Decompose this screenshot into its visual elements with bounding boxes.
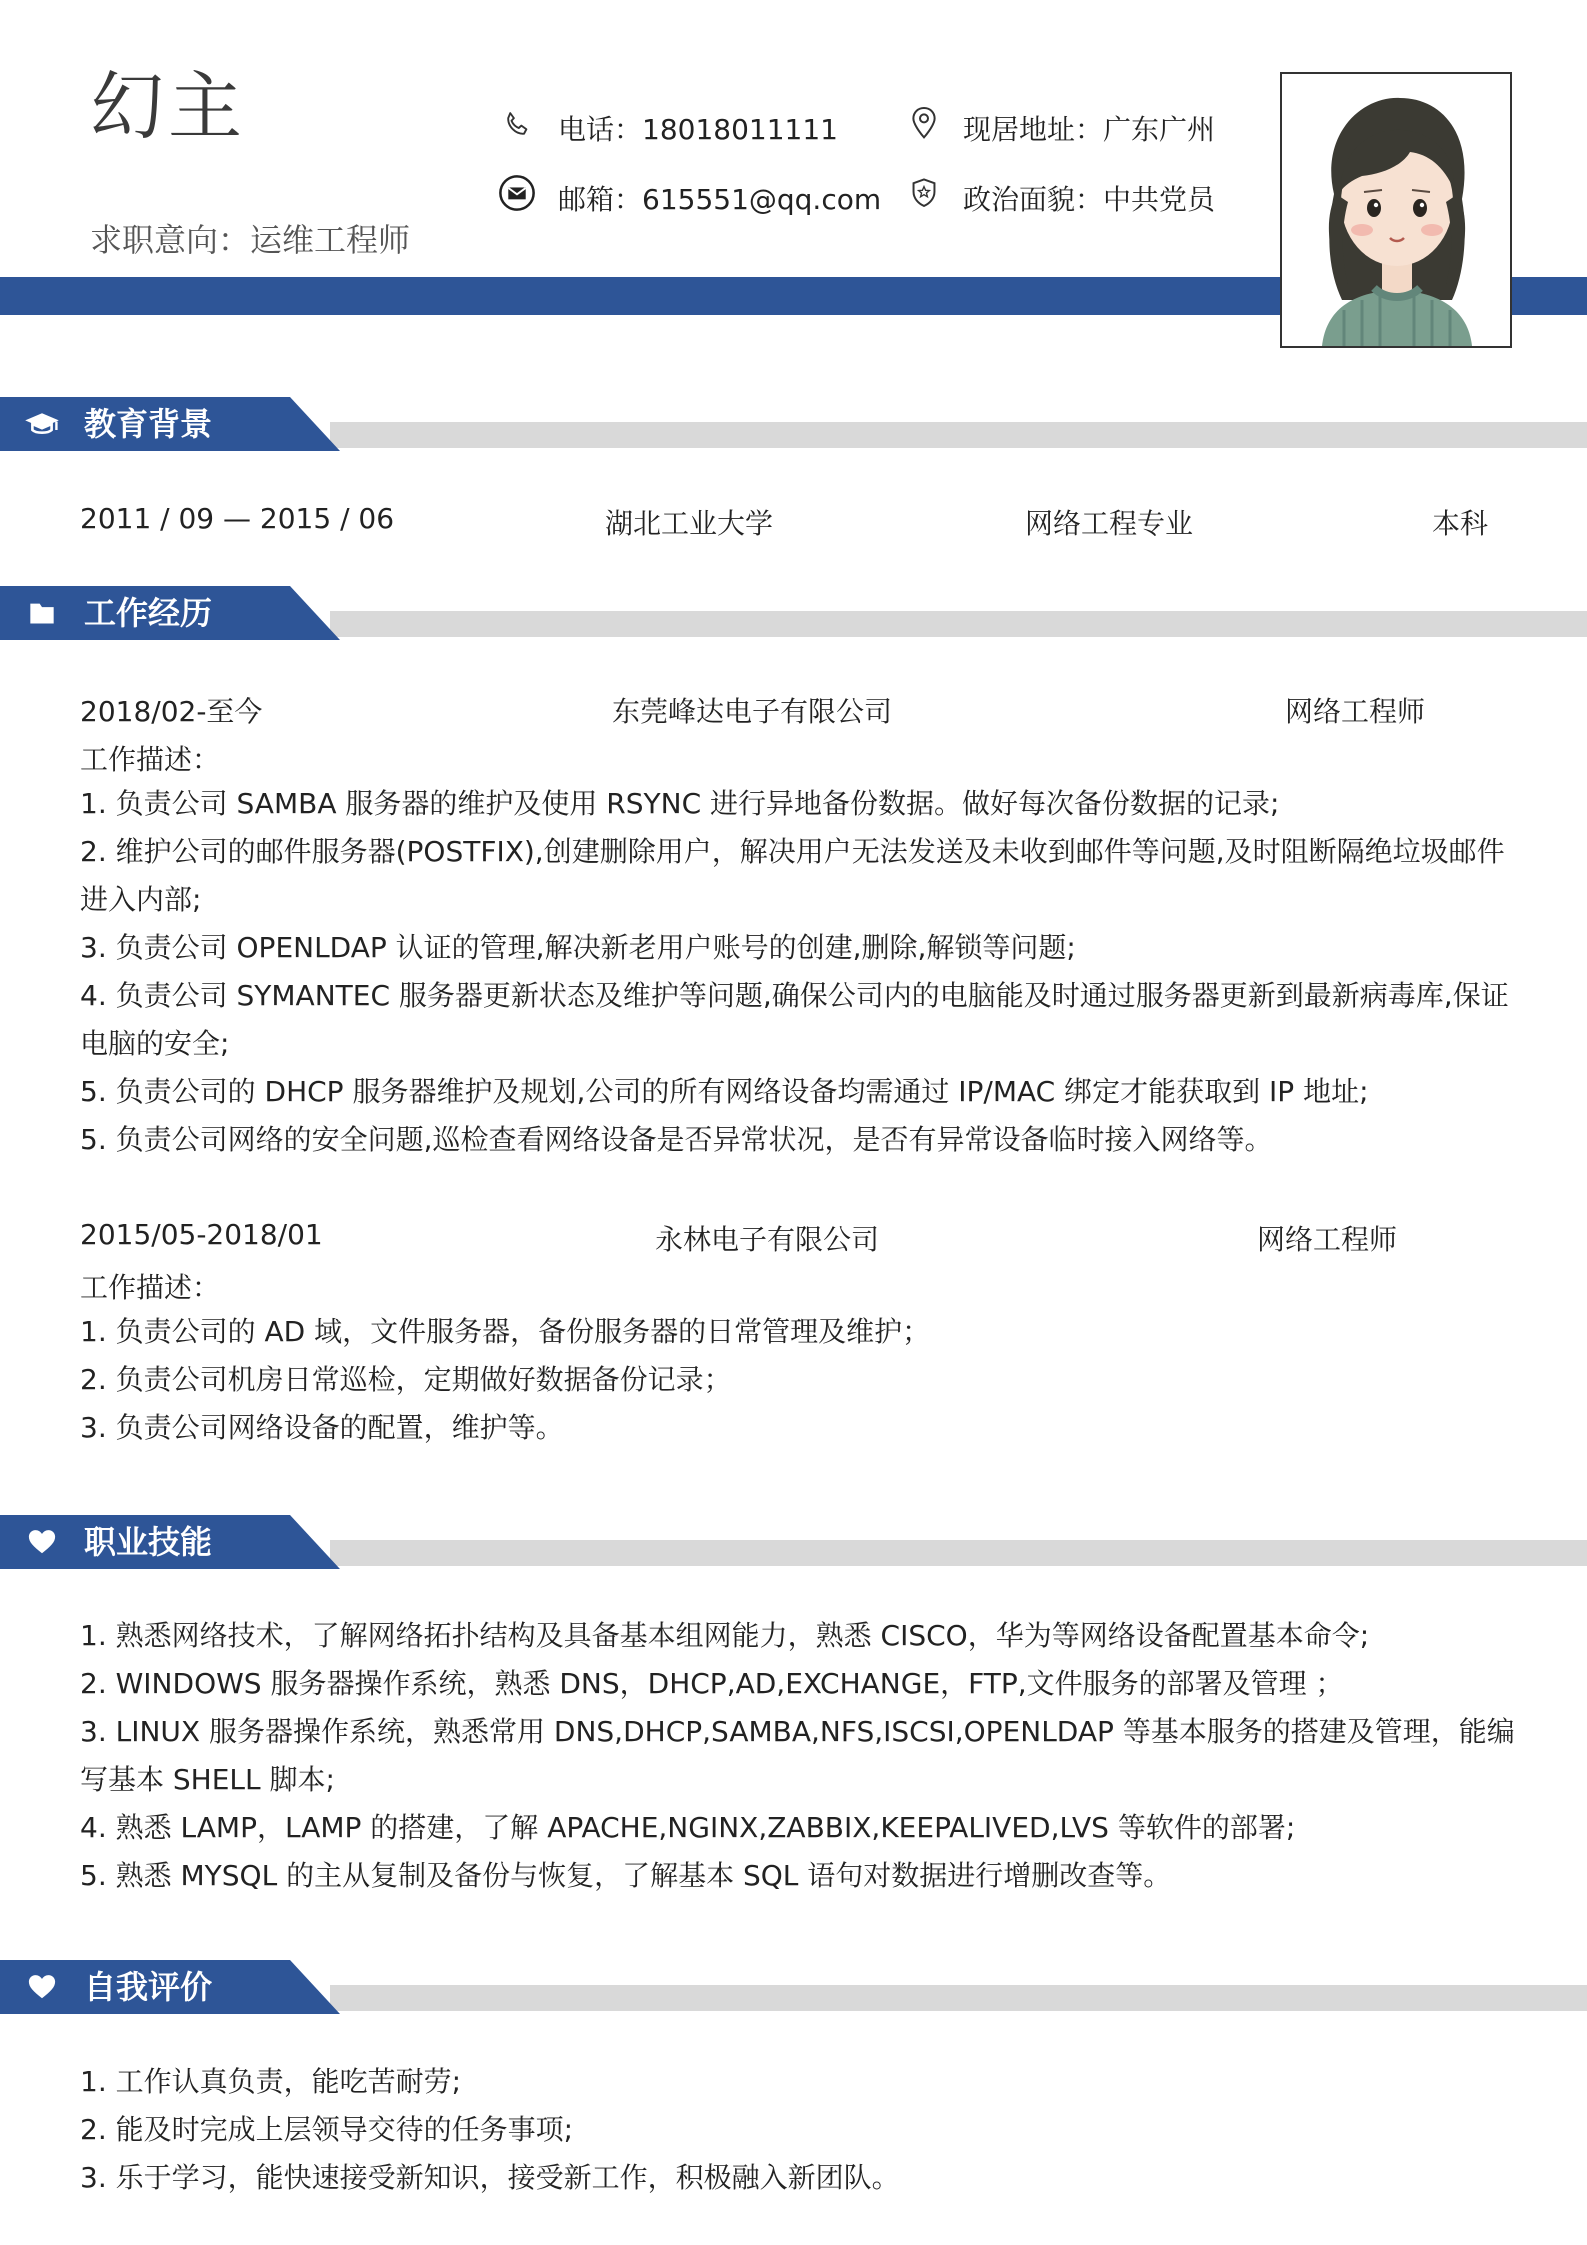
email-text: 邮箱：615551@qq.com xyxy=(558,183,882,216)
heart-icon xyxy=(22,1960,62,2014)
profile-photo xyxy=(1280,72,1512,348)
list-item: 5. 熟悉 MYSQL 的主从复制及备份与恢复，了解基本 SQL 语句对数据进行增删改查等。 xyxy=(80,1859,1172,1892)
folder-icon xyxy=(22,586,62,640)
skills-list xyxy=(80,1612,1530,1900)
job-company: 永林电子有限公司 xyxy=(655,1223,880,1256)
job-role: 网络工程师 xyxy=(1285,695,1426,728)
list-item: 3. 负责公司 OPENLDAP 认证的管理,解决新老用户账号的创建,删除,解锁等问题; xyxy=(80,931,1076,964)
self-title: 自我评价 xyxy=(84,1968,213,2006)
list-item: 2. 维护公司的邮件服务器(POSTFIX),创建删除用户，解决用户无法发送及未收到邮件等问题,及时阻断隔绝垃圾邮件进入内部; xyxy=(80,835,1505,916)
education-title: 教育背景 xyxy=(84,405,213,443)
work-title: 工作经历 xyxy=(84,594,213,632)
job-desc-label: 工作描述： xyxy=(80,1271,221,1304)
job-period: 2015/05-2018/01 xyxy=(80,1218,323,1251)
heart-icon xyxy=(22,1515,62,1569)
education-degree: 本科 xyxy=(1432,507,1489,540)
phone-icon xyxy=(498,106,536,144)
skills-band xyxy=(330,1540,1587,1566)
education-band xyxy=(330,422,1587,448)
list-item: 4. 熟悉 LAMP，LAMP 的搭建，了解 APACHE,NGINX,ZABBIX,KEEPALIVED,LVS 等软件的部署; xyxy=(80,1811,1296,1844)
email-icon xyxy=(498,174,536,212)
list-item: 1. 负责公司的 AD 域，文件服务器，备份服务器的日常管理及维护； xyxy=(80,1315,931,1348)
job-intent: 求职意向：运维工程师 xyxy=(90,221,411,259)
skills-title: 职业技能 xyxy=(84,1523,213,1561)
location-pin-icon xyxy=(905,104,943,142)
candidate-name: 幻主 xyxy=(90,64,246,150)
job-desc-list xyxy=(80,780,1530,1164)
job-desc-list xyxy=(80,1308,1530,1452)
list-item: 1. 熟悉网络技术，了解网络拓扑结构及具备基本组网能力，熟悉 CISCO，华为等网络设备配置基本命令; xyxy=(80,1619,1370,1652)
education-major: 网络工程专业 xyxy=(1025,507,1194,540)
graduation-cap-icon xyxy=(22,397,62,451)
list-item: 3. LINUX 服务器操作系统，熟悉常用 DNS,DHCP,SAMBA,NFS,ISCSI,OPENLDAP 等基本服务的搭建及管理，能编写基本 SHELL 脚本; xyxy=(80,1715,1515,1796)
education-period: 2011 / 09 — 2015 / 06 xyxy=(80,502,395,535)
job-company: 东莞峰达电子有限公司 xyxy=(612,695,893,728)
list-item: 4. 负责公司 SYMANTEC 服务器更新状态及维护等问题,确保公司内的电脑能及时通过服务器更新到最新病毒库,保证电脑的安全; xyxy=(80,979,1509,1060)
list-item: 2. 负责公司机房日常巡检，定期做好数据备份记录； xyxy=(80,1363,732,1396)
politics-text: 政治面貌：中共党员 xyxy=(963,183,1216,216)
education-school: 湖北工业大学 xyxy=(605,507,774,540)
list-item: 5. 负责公司网络的安全问题,巡检查看网络设备是否异常状况，是否有异常设备临时接入网络等。 xyxy=(80,1123,1273,1156)
badge-icon xyxy=(905,174,943,212)
address-text: 现居地址：广东广州 xyxy=(963,113,1216,146)
list-item: 2. 能及时完成上层领导交待的任务事项; xyxy=(80,2113,574,2146)
work-band xyxy=(330,611,1587,637)
list-item: 1. 工作认真负责，能吃苦耐劳; xyxy=(80,2065,462,2098)
self-band xyxy=(330,1985,1587,2011)
list-item: 3. 乐于学习，能快速接受新知识，接受新工作，积极融入新团队。 xyxy=(80,2161,900,2194)
job-role: 网络工程师 xyxy=(1257,1223,1398,1256)
self-list xyxy=(80,2058,1530,2202)
list-item: 1. 负责公司 SAMBA 服务器的维护及使用 RSYNC 进行异地备份数据。做好每次备份数据的记录; xyxy=(80,787,1280,820)
list-item: 2. WINDOWS 服务器操作系统，熟悉 DNS，DHCP,AD,EXCHANGE，FTP,文件服务的部署及管理 ； xyxy=(80,1667,1344,1700)
job-period: 2018/02-至今 xyxy=(80,695,263,728)
list-item: 3. 负责公司网络设备的配置，维护等。 xyxy=(80,1411,564,1444)
job-desc-label: 工作描述： xyxy=(80,743,221,776)
list-item: 5. 负责公司的 DHCP 服务器维护及规划,公司的所有网络设备均需通过 IP/MAC 绑定才能获取到 IP 地址; xyxy=(80,1075,1369,1108)
phone-text: 电话：18018011111 xyxy=(558,113,838,146)
